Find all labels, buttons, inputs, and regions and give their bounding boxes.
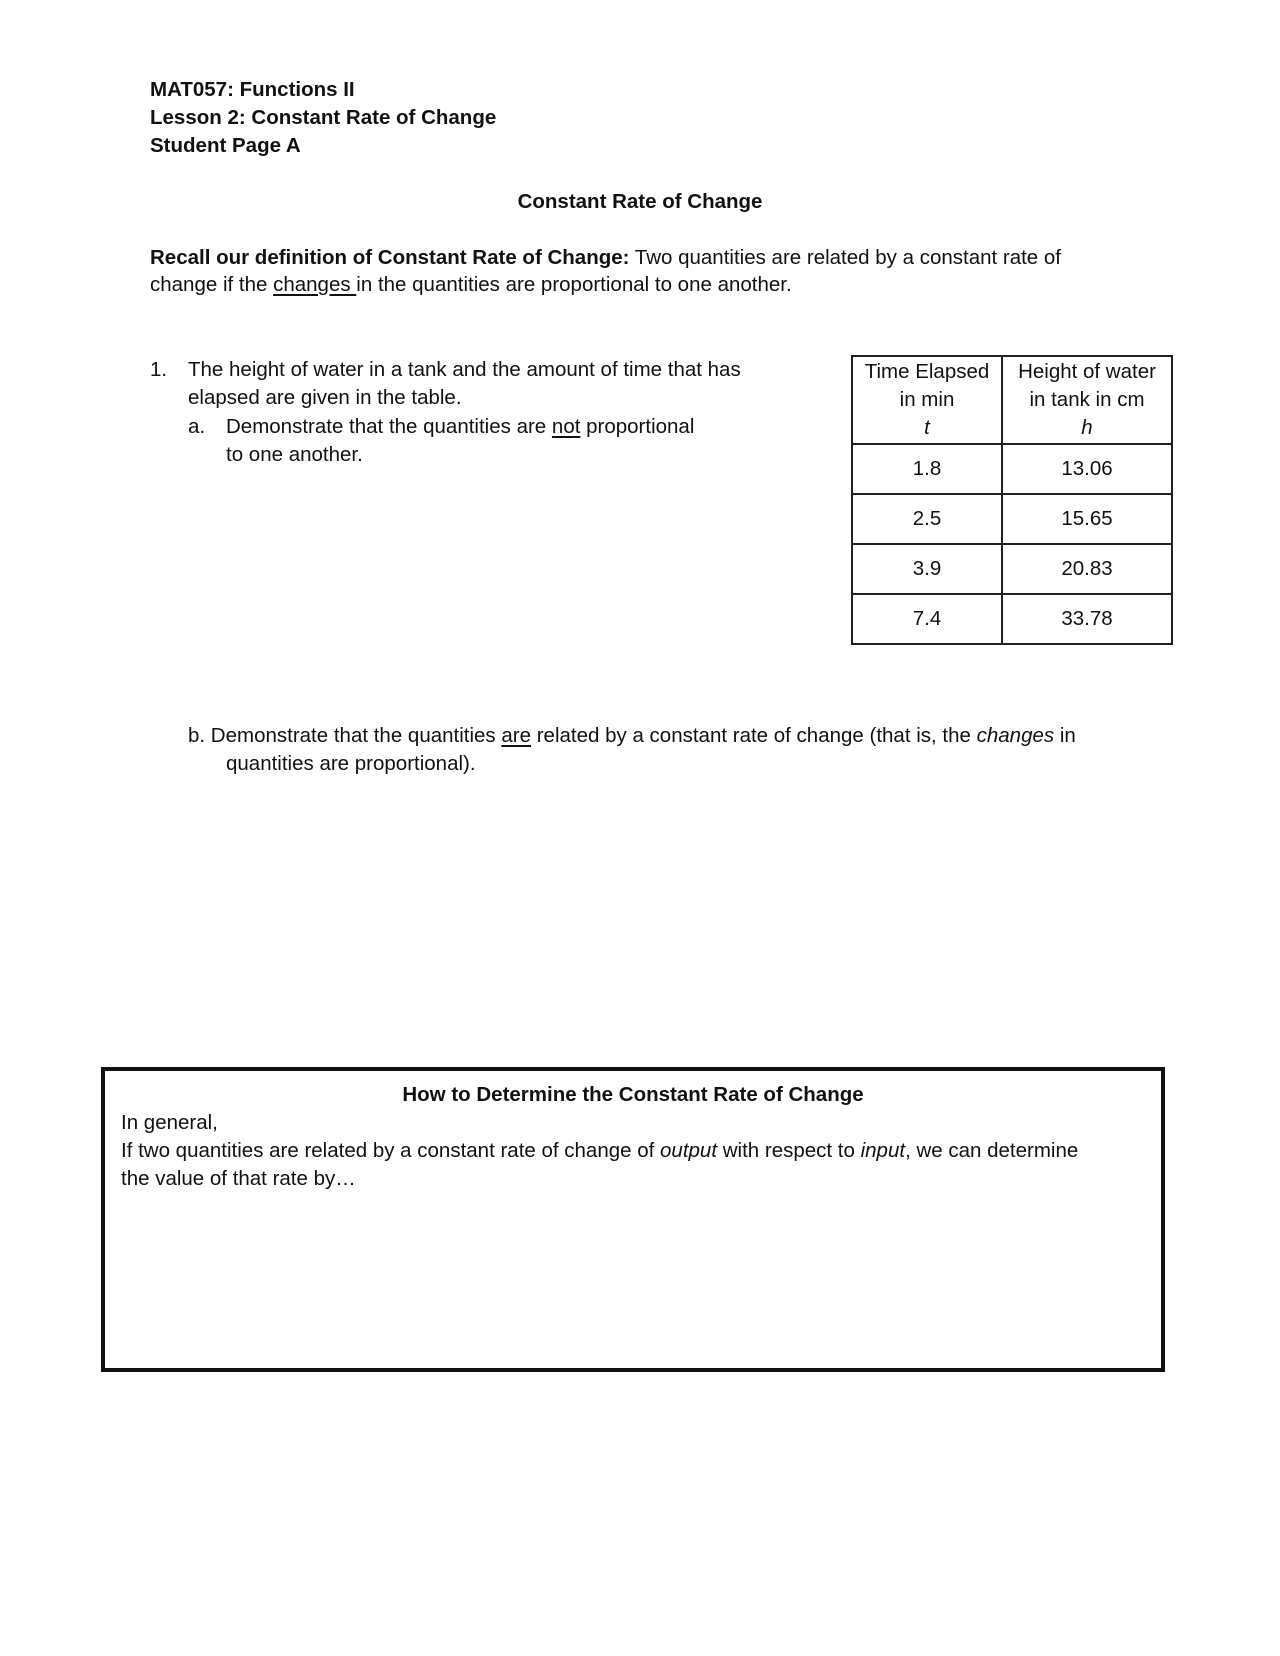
part-b-underlined-are: are [501, 724, 532, 747]
table-cell: 20.83 [1002, 544, 1172, 594]
definition-underlined-changes: changes [273, 273, 357, 296]
table-header-row [852, 356, 1172, 444]
part-b-text-b: related by a constant rate of change (that is, the [531, 724, 977, 747]
page-label: Student Page A [150, 134, 301, 157]
header-time-variable: t [924, 416, 930, 439]
page-title: Constant Rate of Change [517, 190, 763, 213]
table-row [852, 544, 1172, 594]
part-b-text-c: in [1054, 724, 1076, 747]
part-b-line-2: quantities are proportional). [226, 752, 476, 775]
definition-text-2a: change if the [150, 273, 274, 296]
part-a-text-1a: Demonstrate that the quantities are [226, 415, 552, 438]
box-title: How to Determine the Constant Rate of Change [402, 1083, 864, 1106]
rate-box [101, 1067, 1165, 1372]
box-text-2c: , we can determine [905, 1139, 1079, 1162]
box-line-3: the value of that rate by… [121, 1167, 356, 1190]
table-row [852, 594, 1172, 644]
box-line-1: In general, [121, 1111, 218, 1134]
lesson-title: Lesson 2: Constant Rate of Change [150, 106, 497, 129]
definition-label: Recall our definition of Constant Rate of Change: [150, 246, 630, 269]
header-height-line-1: Height of water [1018, 360, 1156, 383]
part-b-line-1 [188, 722, 1076, 750]
table-cell: 2.5 [852, 494, 1002, 544]
box-line-2 [121, 1137, 1078, 1165]
definition-line-1 [150, 244, 1061, 272]
table-row [852, 494, 1172, 544]
box-text-2a: If two quantities are related by a constant rate of change of [121, 1139, 661, 1162]
course-title: MAT057: Functions II [150, 78, 355, 101]
part-a-line-1 [226, 413, 694, 441]
question-1-line-2: elapsed are given in the table. [188, 386, 462, 409]
part-a-text-1b: proportional [580, 415, 695, 438]
table-cell: 15.65 [1002, 494, 1172, 544]
part-b-italic-changes: changes [976, 724, 1055, 747]
header-time-line-1: Time Elapsed [864, 360, 990, 383]
header-time-line-2: in min [899, 388, 955, 411]
definition-text-2b: in the quantities are proportional to one another. [356, 273, 792, 296]
header-height [1002, 356, 1172, 444]
definition-text-1: Two quantities are related by a constant rate of [629, 246, 1062, 269]
table-cell: 1.8 [852, 444, 1002, 494]
table-cell: 33.78 [1002, 594, 1172, 644]
table-cell: 7.4 [852, 594, 1002, 644]
question-1-line-1: The height of water in a tank and the amount of time that has [188, 358, 741, 381]
box-italic-input: input [860, 1139, 906, 1162]
box-italic-output: output [660, 1139, 718, 1162]
table-row [852, 444, 1172, 494]
header-height-variable: h [1081, 416, 1093, 439]
data-table [851, 355, 1173, 645]
question-1-number: 1. [150, 358, 168, 381]
header-time [852, 356, 1002, 444]
part-a-letter: a. [188, 415, 206, 438]
table-cell: 13.06 [1002, 444, 1172, 494]
part-b-text-a: b. Demonstrate that the quantities [188, 724, 502, 747]
table-cell: 3.9 [852, 544, 1002, 594]
header-height-line-2: in tank in cm [1029, 388, 1145, 411]
box-text-2b: with respect to [717, 1139, 861, 1162]
part-a-line-2: to one another. [226, 443, 363, 466]
part-a-underlined-not: not [551, 415, 581, 438]
definition-line-2 [150, 271, 792, 299]
